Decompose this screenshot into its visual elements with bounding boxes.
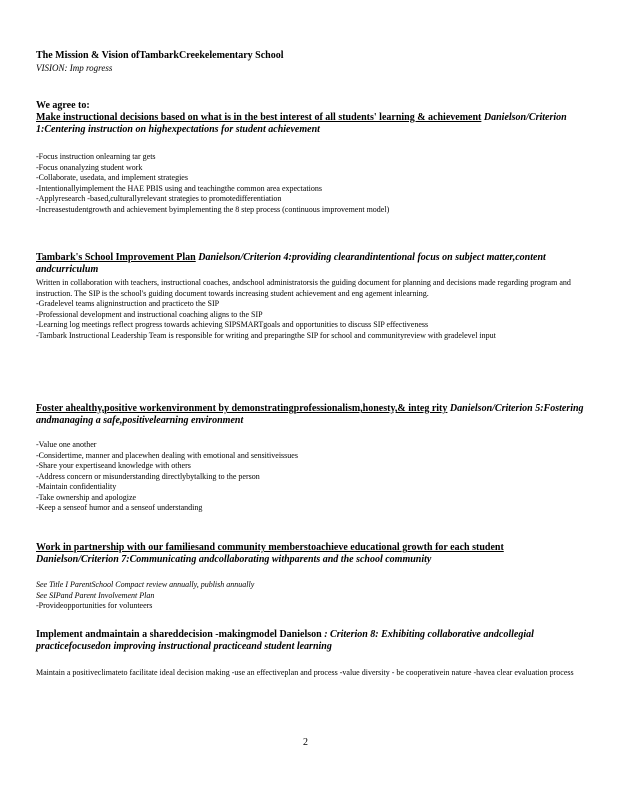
section-4-heading	[36, 542, 584, 566]
section-2-bullets	[36, 278, 584, 341]
list-item: -Maintain confidentiality	[36, 482, 117, 491]
section-1-bullets	[36, 152, 584, 215]
list-item: See Title I ParentSchool Compact review annually, publish annually	[36, 580, 255, 589]
section-1-heading-main: Make instructional decisions based on what is in the best interest of all students' learning & achievement	[36, 112, 482, 123]
section-4-criterion: Danielson/Criterion 7:Communicating andcollaborating withparents and the school community	[36, 554, 432, 565]
list-item: -Take ownership and apologize	[36, 492, 137, 502]
list-item: -Learning log meetings reflect progress towards achieving SIPSMARTgoals and opportunities to discuss SIP effectiveness	[36, 320, 429, 329]
list-item: -Considertime, manner and placewhen dealing with emotional and sensitiveissues	[36, 450, 298, 460]
list-item: Written in collaboration with teachers, instructional coaches, andschool administratorsis the guiding document for planning and decisions made regarding program and instruction. The SIP is the school's guiding document towards increasing student achievement and eng agement inlearning.	[36, 278, 571, 298]
list-item: -Focus onanalyzing student work	[36, 162, 143, 172]
list-item: -Applyresearch -based,culturallyrelevant strategies to promotedifferentiation	[36, 194, 282, 203]
section-2-heading	[36, 252, 584, 276]
agree-heading: We agree to:	[36, 100, 90, 111]
vision-line: VISION: Imp rogress	[36, 63, 113, 73]
list-item: Maintain a positiveclimateto facilitate ideal decision making -use an effectiveplan and process -value diversity - be cooperativein nature -havea clear evaluation process	[36, 668, 574, 677]
section-3-heading	[36, 403, 584, 427]
section-3-heading-main: Foster ahealthy,positive workenvironment by demonstratingprofessionalism,honesty,& integ rity	[36, 403, 448, 414]
list-item: -Provideopportunities for volunteers	[36, 601, 153, 610]
section-1-criterion: Danielson/Criterion 1:Centering instruction on highexpectations for student achievement	[36, 112, 567, 135]
section-3-bullets	[36, 440, 584, 514]
list-item: -Value one another	[36, 440, 97, 449]
section-5-heading-main: Implement andmaintain a shareddecision -makingmodel Danielson	[36, 629, 322, 640]
list-item: -Increasestudentgrowth and achievement byimplementing the 8 step process (continuous improvement model)	[36, 204, 390, 214]
section-3-criterion: Danielson/Criterion 5:Fostering andmanaging a safe,positivelearning environment	[36, 403, 584, 426]
list-item: -Gradelevel teams aligninstruction and practiceto the SIP	[36, 299, 220, 308]
list-item: -Professional development and instructional coaching aligns to the SIP	[36, 309, 263, 319]
section-5-criterion: : Criterion 8: Exhibiting collaborative andcollegial practicefocusedon improving instructional practiceand student learning	[36, 629, 534, 652]
list-item: -Share your expertiseand knowledge with others	[36, 461, 191, 470]
section-2-criterion: Danielson/Criterion 4:providing clearandintentional focus on subject matter,content andcurriculum	[36, 252, 546, 275]
list-item: -Keep a senseof humor and a senseof understanding	[36, 503, 203, 512]
page-number: 2	[303, 737, 308, 748]
list-item: -Tambark Instructional Leadership Team is responsible for writing and preparingthe SIP for school and communityreview with gradelevel input	[36, 330, 496, 340]
list-item: -Collaborate, usedata, and implement strategies	[36, 173, 188, 182]
list-item: -Focus instruction onlearning tar gets	[36, 152, 156, 161]
list-item: -Address concern or misunderstanding directlybytalking to the person	[36, 471, 260, 481]
section-5-bullets	[36, 668, 584, 679]
section-1-heading	[36, 112, 584, 136]
section-4-heading-main: Work in partnership with our familiesand community memberstoachieve educational growth for each student	[36, 542, 504, 553]
section-4-bullets	[36, 580, 584, 612]
section-2-heading-main: Tambark's School Improvement Plan	[36, 252, 196, 263]
section-5-heading	[36, 629, 584, 653]
list-item: See SIPand Parent Involvement Plan	[36, 590, 155, 600]
document-title: The Mission & Vision ofTambarkCreekelementary School	[36, 50, 284, 61]
list-item: -Intentionallyimplement the HAE PBIS using and teachingthe common area expectations	[36, 183, 322, 193]
